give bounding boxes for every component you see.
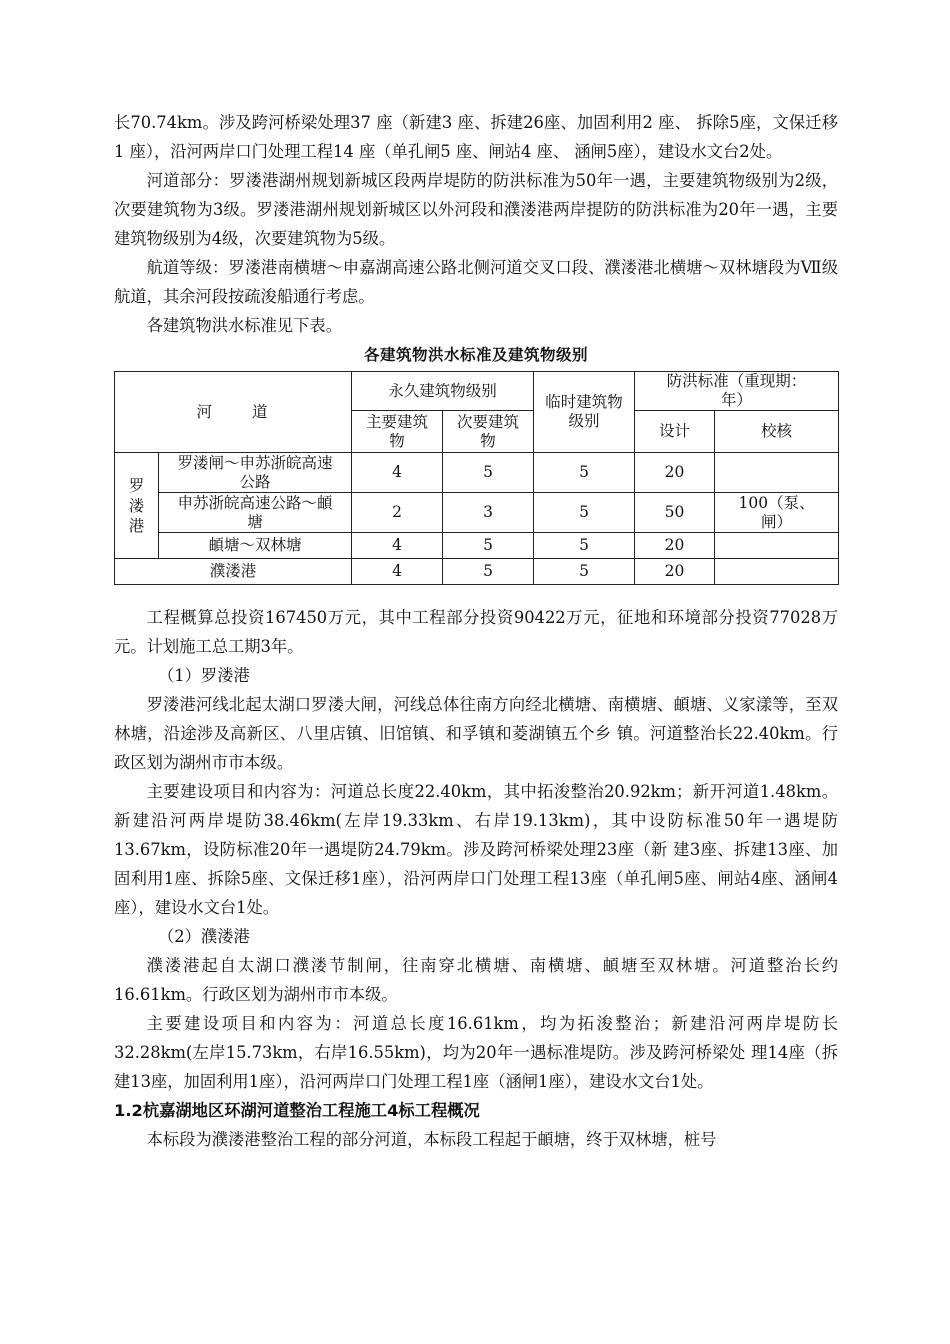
row-check [715,533,839,559]
table-header-row-1 [115,372,839,411]
row-segment: 罗溇闸～申苏浙皖高速公路 [159,453,352,493]
row-segment: 申苏浙皖高速公路～頔塘 [159,493,352,533]
subheading-luolougang: （1）罗溇港 [158,666,250,685]
paragraph-pulougang-route: 濮溇港起自太湖口濮溇节制闸，往南穿北横塘、南横塘、頔塘至双林塘。河道整治长约16.61km。行政区划为湖州市市本级。 [114,956,838,1004]
row-main: 4 [352,533,443,559]
table-row [115,493,839,533]
flood-standard-table [114,371,839,585]
row-secondary: 5 [443,533,534,559]
row-design: 50 [635,493,715,533]
section-heading: 1.2杭嘉湖地区环湖河道整治工程施工4标工程概况 [114,1101,480,1120]
header-main: 主要建筑物 [352,411,443,453]
row-main: 2 [352,493,443,533]
row-segment: 濮溇港 [115,559,352,585]
paragraph-luolougang-route: 罗溇港河线北起太湖口罗溇大闸，河线总体往南方向经北横塘、南横塘、頔塘、义家漾等，至双林塘，沿途涉及高新区、八里店镇、旧馆镇、和孚镇和菱湖镇五个乡 镇。河道整治长22.40km。行政区划为湖州市市本级。 [114,695,838,772]
paragraph-section-intro: 本标段为濮溇港整治工程的部分河道，本标段工程起于頔塘，终于双林塘，桩号 [146,1130,717,1149]
subheading-pulougang: （2）濮溇港 [158,927,250,946]
row-temporary: 5 [534,533,635,559]
row-secondary: 3 [443,493,534,533]
paragraph-river-section: 河道部分：罗溇港湖州规划新城区段两岸堤防的防洪标准为50年一遇，主要建筑物级别为2级，次要建筑物为3级。罗溇港湖州规划新城区以外河段和濮溇港两岸提防的防洪标准为20年一遇，主要建筑物级别为4级，次要建筑物为5级。 [114,171,838,248]
paragraph-table-intro: 各建筑物洪水标准见下表。 [146,316,342,335]
header-design: 设计 [635,411,715,453]
header-secondary: 次要建筑物 [443,411,534,453]
row-temporary: 5 [534,453,635,493]
row-check [715,453,839,493]
header-flood-standard: 防洪标准（重现期：年） [635,372,839,411]
table-row-pulougang [115,559,839,585]
table-row [115,533,839,559]
row-secondary: 5 [443,559,534,585]
row-design: 20 [635,453,715,493]
row-design: 20 [635,559,715,585]
document-page [114,108,838,1154]
row-temporary: 5 [534,493,635,533]
paragraph-bridges: 长70.74km。涉及跨河桥梁处理37 座（新建3 座、拆建26座、加固利用2 座、 拆除5座，文保迁移1 座），沿河两岸口门处理工程14 座（单孔闸5 座、闸站4 座、 涵闸5座），建设水文台2处。 [114,113,838,161]
row-segment: 頔塘～双林塘 [159,533,352,559]
row-main: 4 [352,559,443,585]
paragraph-pulougang-items: 主要建设项目和内容为：河道总长度16.61km，均为拓浚整治；新建沿河两岸堤防长32.28km(左岸15.73km，右岸16.55km)，均为20年一遇标准堤防。涉及跨河桥梁处 理14座（拆建13座，加固利用1座），沿河两岸口门处理工程1座（涵闸1座），建设水文台1处。 [114,1014,838,1091]
paragraph-waterway-grade: 航道等级：罗溇港南横塘～申嘉湖高速公路北侧河道交叉口段、濮溇港北横塘～双林塘段为Ⅶ级航道，其余河段按疏浚船通行考虑。 [114,258,838,306]
row-main: 4 [352,453,443,493]
header-river: 河道 [115,372,352,453]
paragraph-investment: 工程概算总投资167450万元，其中工程部分投资90422万元，征地和环境部分投资77028万元。计划施工总工期3年。 [114,608,838,656]
header-temporary: 临时建筑物级别 [534,372,635,453]
row-design: 20 [635,533,715,559]
header-check: 校核 [715,411,839,453]
table-title: 各建筑物洪水标准及建筑物级别 [363,346,588,364]
paragraph-luolougang-items: 主要建设项目和内容为：河道总长度22.40km，其中拓浚整治20.92km；新开河道1.48km。新建沿河两岸堤防38.46km(左岸19.33km、右岸19.13km)，其中设防标准50年一遇堤防13.67km，设防标准20年一遇堤防24.79km。涉及跨河桥梁处理23座（新 建3座、拆建13座、加固利用1座、拆除5座、文保迁移1座），沿河两岸口门处理工程13座（单孔闸5座、闸站4座、涵闸4座），建设水文台1处。 [114,782,838,917]
table-row [115,453,839,493]
row-temporary: 5 [534,559,635,585]
header-permanent: 永久建筑物级别 [352,372,534,411]
group-label-luolougang: 罗溇港 [115,453,159,559]
row-secondary: 5 [443,453,534,493]
row-check: 100（泵、闸） [715,493,839,533]
row-check [715,559,839,585]
